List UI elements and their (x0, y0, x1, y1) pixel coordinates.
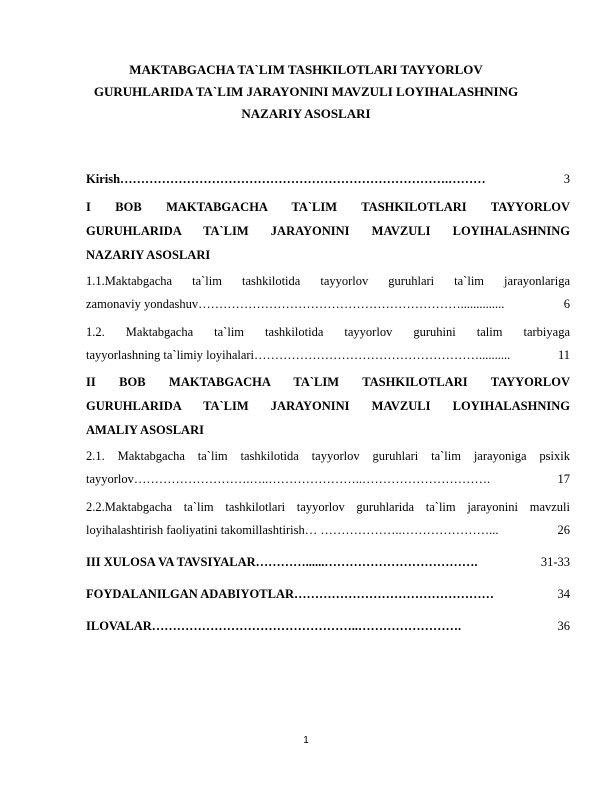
toc-section-1-1-leader: ……………………………………………………….............. (198, 297, 505, 311)
toc-entry-references (86, 584, 570, 604)
toc-section-2-1-leader: ……………………….…..…………………..…………………………. (133, 472, 491, 486)
toc-references-leader: ………………………………………… (294, 587, 495, 601)
toc-entry-conclusion (86, 552, 570, 572)
toc-intro-page: 3 (563, 172, 570, 186)
toc-entry-chapter-2 (86, 370, 570, 442)
toc-chapter-1-line-1: I BOB MAKTABGACHA TA`LIM TASHKILOTLARI TAYYORLOV (86, 200, 570, 214)
title-line-3: NAZARIY ASOSLARI (241, 106, 371, 121)
table-of-contents (86, 169, 570, 636)
toc-entry-appendices (86, 616, 570, 636)
toc-chapter-2-line-1: II BOB MAKTABGACHA TA`LIM TASHKILOTLARI TAYYORLOV (86, 375, 570, 389)
toc-entry-section-1-2 (86, 321, 570, 367)
toc-section-2-1-line-1: 2.1. Maktabgacha ta`lim tashkilotida tayyorlov guruhlari ta`lim jarayoniga psixik (86, 449, 570, 463)
page-number: 1 (303, 735, 309, 746)
title-line-1: MAKTABGACHA TA`LIM TASHKILOTLARI TAYYORLOV (129, 62, 483, 77)
toc-intro-leader: …………………………………………………………………….……… (120, 172, 486, 186)
title-line-2: GURUHLARIDA TA`LIM JARAYONINI MAVZULI LOYIHALASHNING (93, 84, 519, 99)
toc-entry-section-2-2 (86, 496, 570, 542)
toc-conclusion-label: III XULOSA VA TAVSIYALAR (86, 555, 256, 569)
toc-appendices-page: 36 (557, 619, 570, 633)
toc-section-1-1-page: 6 (563, 297, 570, 311)
toc-section-2-2-line-1: 2.2.Maktabgacha ta`lim tashkilotlari tayyorlov guruhlarida ta`lim jarayonini mavzuli (86, 500, 570, 514)
toc-intro-label: Kirish (86, 172, 121, 186)
toc-entry-section-1-1 (86, 270, 570, 316)
toc-section-2-2-line-2: loyihalashtirish faoliyatini takomillashtirish (86, 523, 305, 537)
toc-section-2-1-line-2: tayyorlov (86, 472, 134, 486)
toc-section-1-2-page: 11 (557, 348, 570, 362)
toc-references-label: FOYDALANILGAN ADABIYOTLAR (86, 587, 295, 601)
toc-chapter-2-line-2: GURUHLARIDA TA`LIM JARAYONINI MAVZULI LOYIHALASHNING (86, 399, 570, 413)
toc-chapter-1-line-3: NAZARIY ASOSLARI (86, 248, 211, 262)
toc-section-1-2-line-1: 1.2. Maktabgacha ta`lim tashkilotida tayyorlov guruhini talim tarbiyaga (86, 325, 570, 339)
toc-references-page: 34 (554, 587, 570, 601)
toc-appendices-leader: …………………………………………..……………………. (151, 619, 462, 633)
toc-section-2-2-page: 26 (557, 523, 570, 537)
toc-conclusion-page: 31-33 (540, 555, 570, 569)
toc-section-2-1-page: 17 (557, 472, 570, 486)
toc-conclusion-leader: …………......………………………………. (255, 555, 478, 569)
toc-appendices-label: ILOVALAR (86, 619, 152, 633)
document-title (60, 59, 552, 125)
toc-section-1-1-line-1: 1.1.Maktabgacha ta`lim tashkilotida tayyorlov guruhlari ta`lim jarayonlariga (86, 274, 570, 288)
toc-entry-chapter-1 (86, 195, 570, 267)
toc-entry-section-2-1 (86, 445, 570, 491)
toc-chapter-1-line-2: GURUHLARIDA TA`LIM JARAYONINI MAVZULI LOYIHALASHNING (86, 224, 570, 238)
toc-entry-intro (86, 169, 570, 189)
toc-section-1-2-line-2: tayyorlashning ta`limiy loyihalari (86, 348, 255, 362)
toc-chapter-2-line-3: AMALIY ASOSLARI (86, 423, 204, 437)
toc-section-1-1-line-2: zamonaviy yondashuv (86, 297, 199, 311)
toc-section-1-2-leader: ……………………………………………….......... (254, 348, 511, 362)
toc-section-2-2-leader: … ………………..…………………... (304, 523, 499, 537)
